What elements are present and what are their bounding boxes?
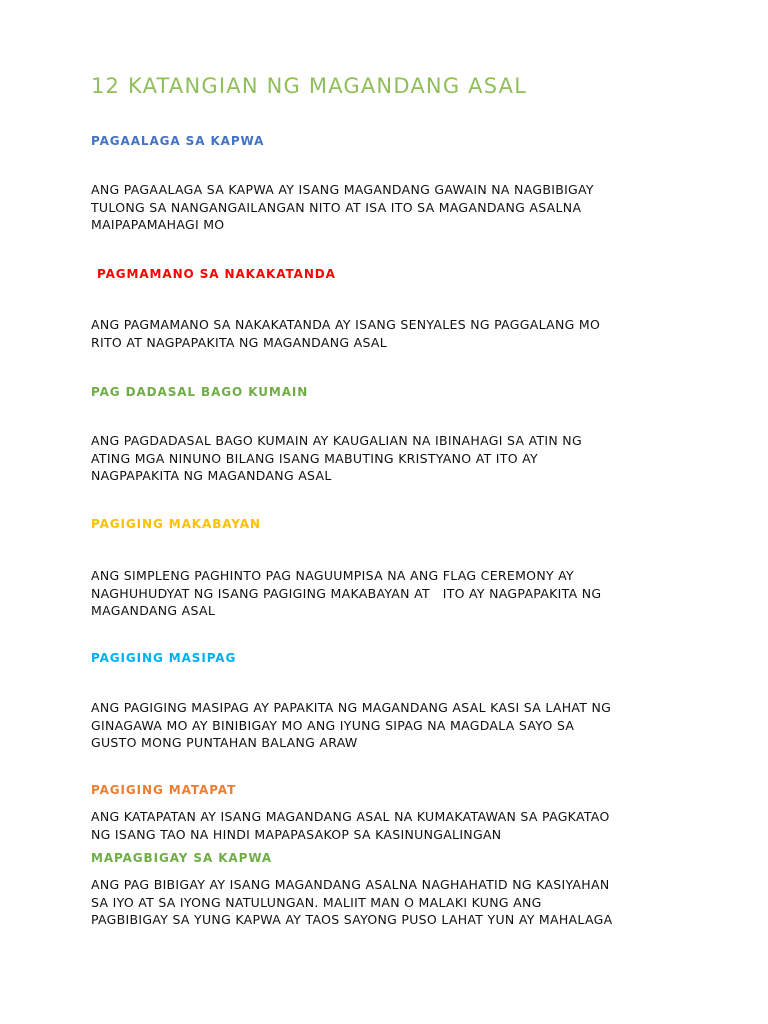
body-line: RITO AT NAGPAPAKITA NG MAGANDANG ASAL — [91, 334, 388, 350]
body-line: ANG PAG BIBIGAY AY ISANG MAGANDANG ASALNA NAGHAHATID NG KASIYAHAN — [91, 877, 610, 892]
section-body-pagmamano — [91, 316, 711, 351]
body-line: NAGPAPAKITA NG MAGANDANG ASAL — [91, 468, 332, 483]
body-line: ANG PAGMAMANO SA NAKAKATANDA AY ISANG SENYALES NG PAGGALANG MO — [91, 317, 601, 332]
section-heading-pagmamano: PAGMAMANO SA NAKAKATANDA — [97, 267, 336, 281]
body-line: NAGHUHUDYAT NG ISANG PAGIGING MAKABAYAN AT ITO AY NAGPAPAKITA NG — [91, 585, 602, 601]
section-body-matapat — [91, 808, 711, 843]
section-heading-masipag: PAGIGING MASIPAG — [91, 651, 237, 665]
section-heading-pagdadasal: PAG DADASAL BAGO KUMAIN — [91, 385, 309, 399]
section-body-pagaalaga — [91, 181, 711, 234]
body-line: GUSTO MONG PUNTAHAN BALANG ARAW — [91, 735, 358, 750]
body-line: ANG PAGDADASAL BAGO KUMAIN AY KAUGALIAN NA IBINAHAGI SA ATIN NG — [91, 433, 582, 448]
body-line: GINAGAWA MO AY BINIBIGAY MO ANG IYUNG SIPAG NA MAGDALA SAYO SA — [91, 717, 575, 733]
section-heading-pagaalaga: PAGAALAGA SA KAPWA — [91, 134, 265, 148]
body-line: ANG PAGAALAGA SA KAPWA AY ISANG MAGANDANG GAWAIN NA NAGBIBIGAY — [91, 182, 594, 197]
body-line: ANG SIMPLENG PAGHINTO PAG NAGUUMPISA NA ANG FLAG CEREMONY AY — [91, 568, 574, 583]
section-body-mapagbigay — [91, 876, 711, 929]
document-title: 12 KATANGIAN NG MAGANDANG ASAL — [91, 74, 528, 98]
body-line: MAGANDANG ASAL — [91, 603, 216, 618]
body-line: NG ISANG TAO NA HINDI MAPAPASAKOP SA KASINUNGALINGAN — [91, 826, 502, 842]
body-line: ANG KATAPATAN AY ISANG MAGANDANG ASAL NA KUMAKATAWAN SA PAGKATAO — [91, 809, 610, 824]
section-body-masipag — [91, 699, 711, 752]
body-line: SA IYO AT SA IYONG NATULUNGAN. MALIIT MAN O MALAKI KUNG ANG — [91, 894, 542, 910]
body-line: ANG PAGIGING MASIPAG AY PAPAKITA NG MAGANDANG ASAL KASI SA LAHAT NG — [91, 700, 612, 715]
section-heading-matapat: PAGIGING MATAPAT — [91, 783, 237, 797]
body-line: PAGBIBIGAY SA YUNG KAPWA AY TAOS SAYONG PUSO LAHAT YUN AY MAHALAGA — [91, 912, 613, 927]
body-line: ATING MGA NINUNO BILANG ISANG MABUTING KRISTYANO AT ITO AY — [91, 450, 538, 466]
section-body-pagdadasal — [91, 432, 711, 485]
section-heading-makabayan: PAGIGING MAKABAYAN — [91, 517, 261, 531]
body-line: TULONG SA NANGANGAILANGAN NITO AT ISA ITO SA MAGANDANG ASALNA — [91, 199, 582, 215]
section-body-makabayan — [91, 567, 711, 620]
body-line: MAIPAPAMAHAGI MO — [91, 217, 225, 232]
section-heading-mapagbigay: MAPAGBIGAY SA KAPWA — [91, 851, 273, 865]
